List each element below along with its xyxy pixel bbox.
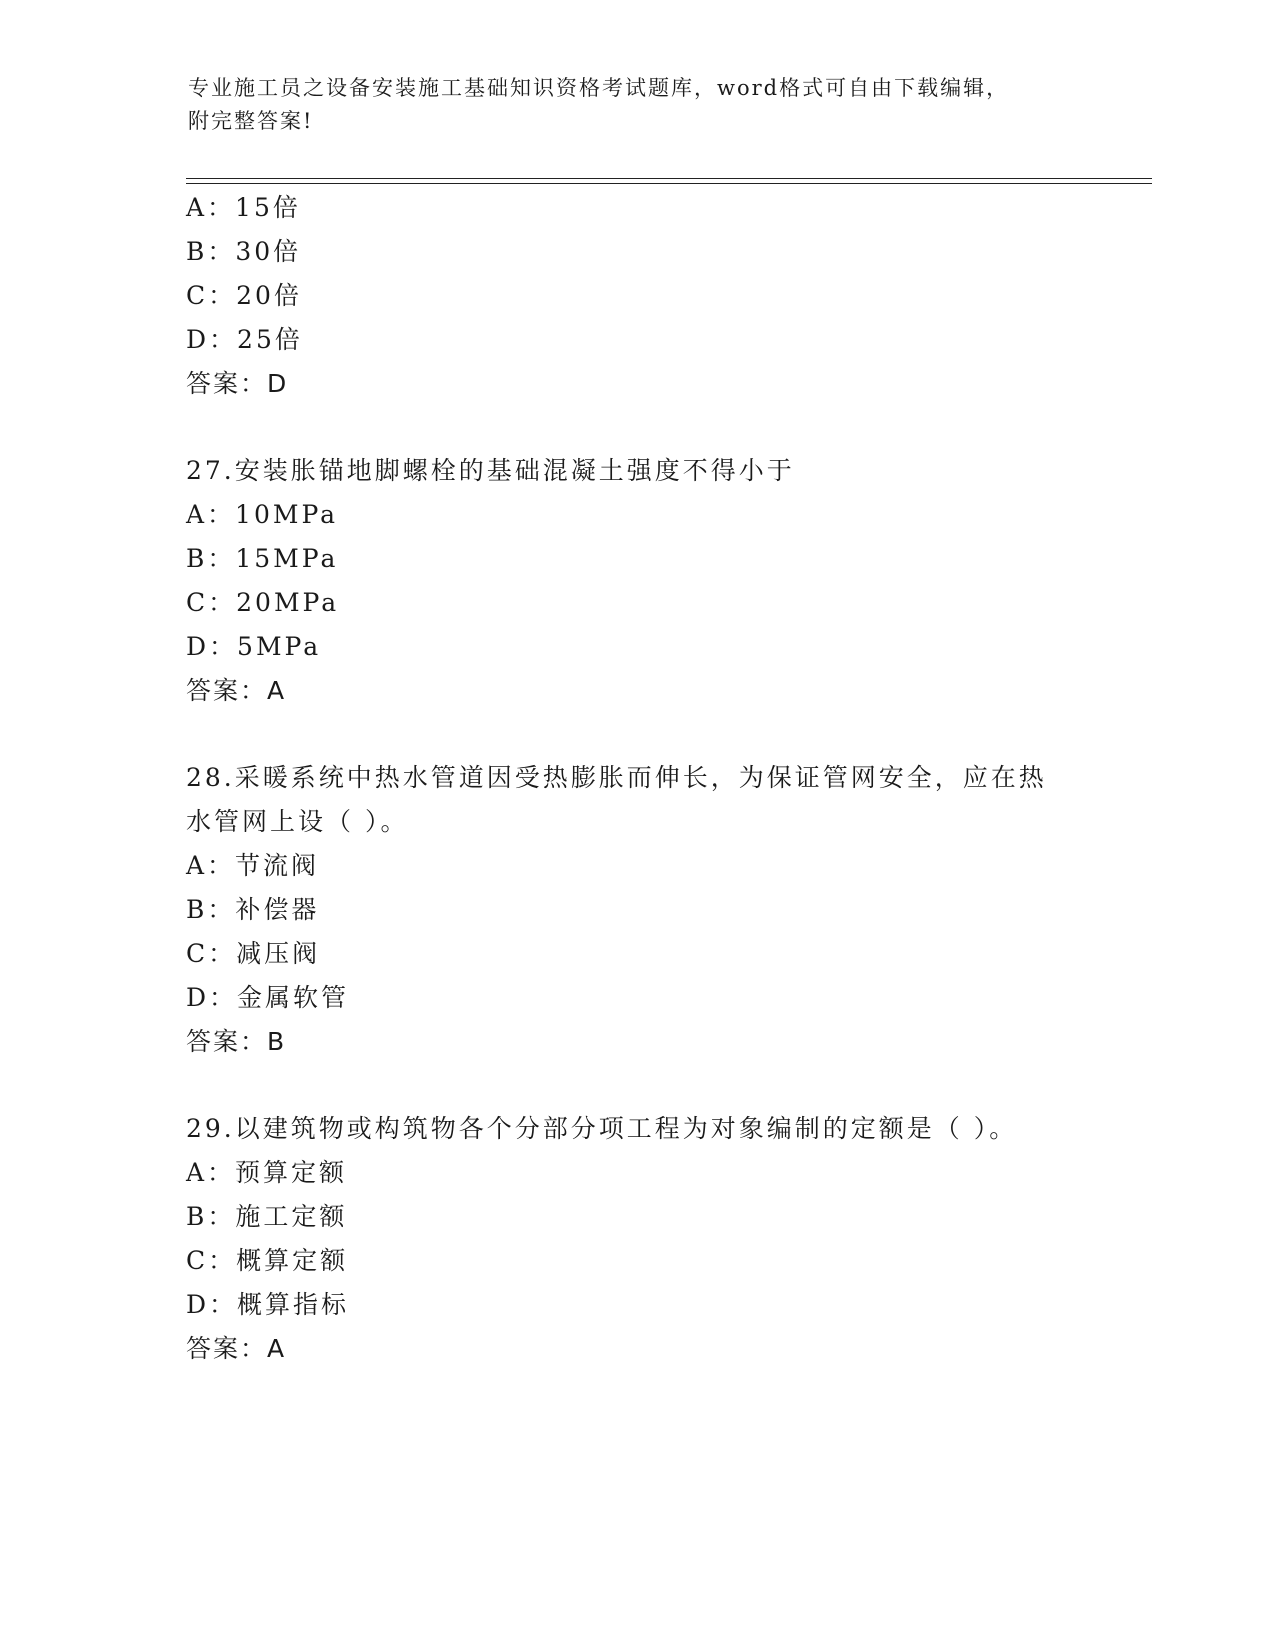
q26-option-d: D：25倍 <box>186 325 303 354</box>
q26-option-c: C：20倍 <box>186 281 302 310</box>
header-title-line2: 附完整答案! <box>188 109 314 133</box>
header-title-line1: 专业施工员之设备安装施工基础知识资格考试题库，word格式可自由下载编辑， <box>188 76 1010 100</box>
q28-question-line2: 水管网上设（ ）。 <box>186 807 409 836</box>
q28-option-a: A：节流阀 <box>186 851 320 880</box>
q26-option-a: A：15倍 <box>186 193 301 222</box>
q29-answer: 答案：A <box>186 1334 287 1363</box>
header-divider <box>186 178 1152 179</box>
q29-option-c: C：概算定额 <box>186 1246 349 1275</box>
q28-option-b: B：补偿器 <box>186 895 320 924</box>
document-header <box>188 72 1068 138</box>
q29-option-d: D：概算指标 <box>186 1290 350 1319</box>
q27-option-a: A：10MPa <box>186 500 339 529</box>
q27-answer: 答案：A <box>186 676 287 705</box>
q29-option-a: A：预算定额 <box>186 1158 348 1187</box>
q28-answer: 答案：B <box>186 1027 287 1056</box>
q26-answer: 答案：D <box>186 369 289 398</box>
q29-question: 29.以建筑物或构筑物各个分部分项工程为对象编制的定额是（ ）。 <box>186 1114 1018 1143</box>
q26-option-b: B：30倍 <box>186 237 302 266</box>
q29-option-b: B：施工定额 <box>186 1202 348 1231</box>
q28-option-d: D：金属软管 <box>186 983 350 1012</box>
q28-question-line1: 28.采暖系统中热水管道因受热膨胀而伸长，为保证管网安全，应在热 <box>186 763 1047 792</box>
q28-option-c: C：减压阀 <box>186 939 321 968</box>
q27-option-c: C：20MPa <box>186 588 340 617</box>
q27-question: 27.安装胀锚地脚螺栓的基础混凝土强度不得小于 <box>186 456 795 485</box>
q27-option-b: B：15MPa <box>186 544 339 573</box>
header-divider-second <box>186 183 1152 184</box>
q27-option-d: D：5MPa <box>186 632 322 661</box>
